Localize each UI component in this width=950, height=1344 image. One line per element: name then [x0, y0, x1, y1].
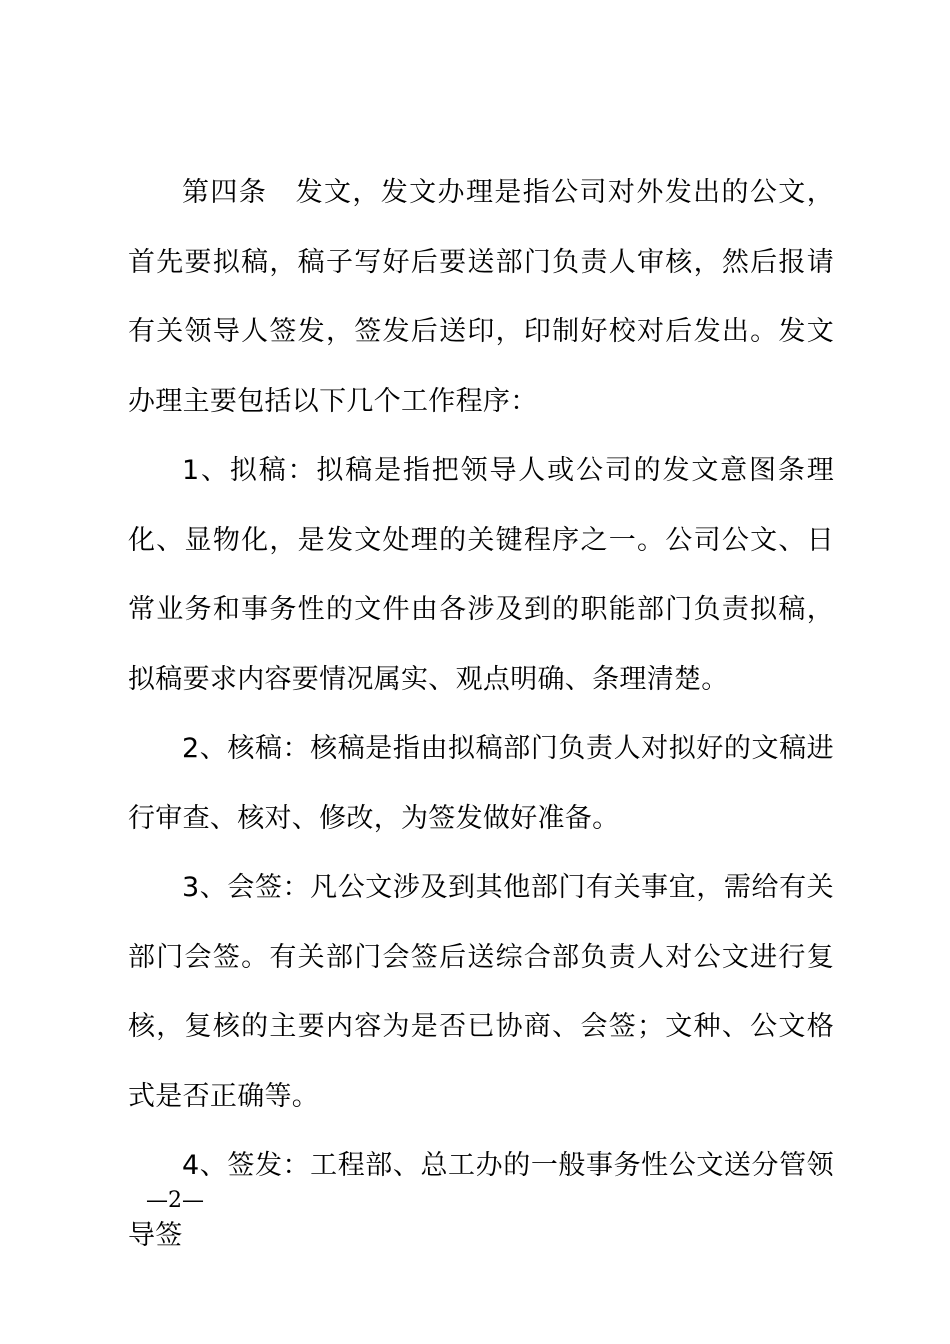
paragraph-countersign: 3、会签：凡公文涉及到其他部门有关事宜，需给有关部门会签。有关部门会签后送综合部负责人对公文进行复核，复核的主要内容为是否已协商、会签；文种、公文格式是否正确等。: [128, 872, 834, 1112]
paragraph-issuance: 4、签发：工程部、总工办的一般事务性公文送分管领导签: [128, 1150, 834, 1251]
document-body: [128, 158, 834, 1270]
paragraph-drafting: 1、拟稿：拟稿是指把领导人或公司的发文意图条理化、显物化，是发文处理的关键程序之一。公司公文、日常业务和事务性的文件由各涉及到的职能部门负责拟稿，拟稿要求内容要情况属实、观点明确、条理清楚。: [128, 455, 834, 695]
page-number: —2—: [146, 1188, 204, 1213]
paragraph-review: 2、核稿：核稿是指由拟稿部门负责人对拟好的文稿进行审查、核对、修改，为签发做好准备。: [128, 733, 834, 834]
paragraph-article-4: 第四条 发文，发文办理是指公司对外发出的公文，首先要拟稿，稿子写好后要送部门负责人审核，然后报请有关领导人签发，签发后送印，印制好校对后发出。发文办理主要包括以下几个工作程序：: [128, 177, 834, 417]
